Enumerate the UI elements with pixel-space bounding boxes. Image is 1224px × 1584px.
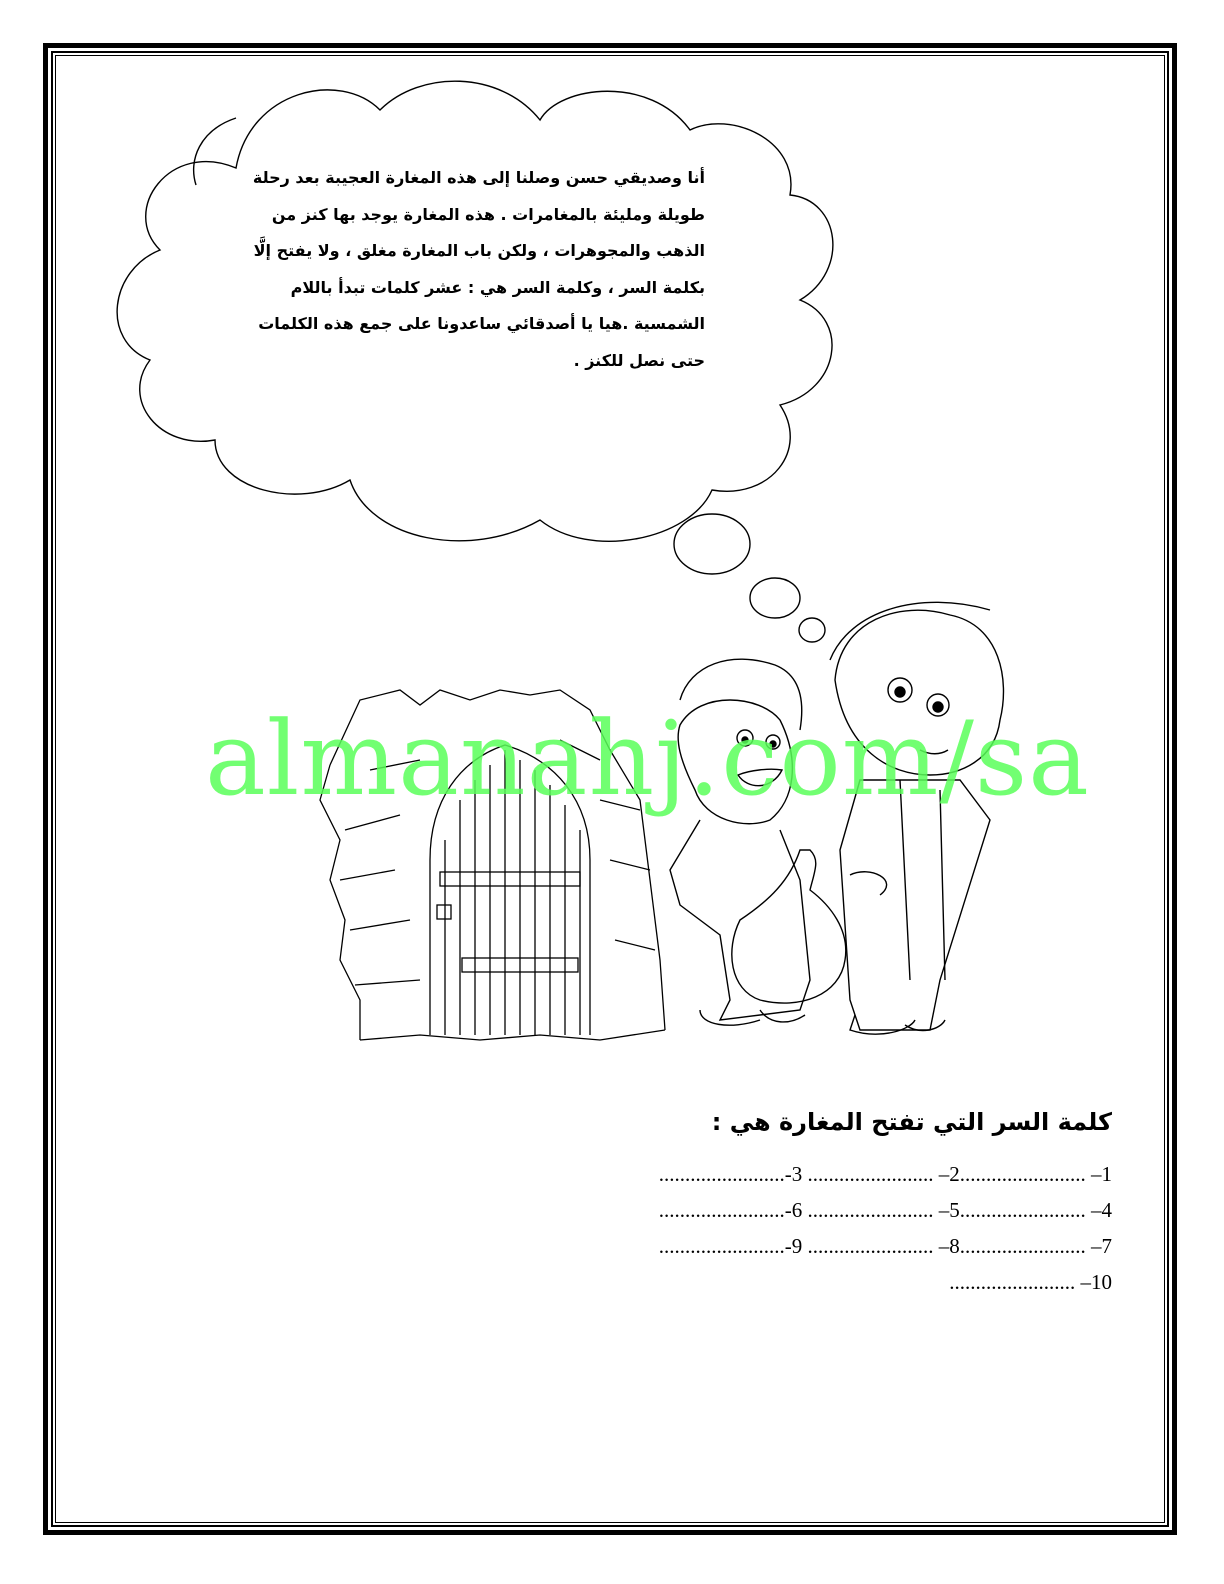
speech-line: أنا وصديقي حسن وصلنا إلى هذه المغارة العجيبة بعد رحلة <box>252 168 705 187</box>
answer-line[interactable]: ........................-9 ........................ –8........................ –7 <box>658 1234 1112 1258</box>
speech-line: بكلمة السر ، وكلمة السر هي : عشر كلمات تبدأ باللام <box>290 277 705 297</box>
answer-line[interactable]: ........................ –10 <box>949 1270 1112 1294</box>
answer-line[interactable]: ........................-6 ........................ –5........................ –4 <box>658 1198 1112 1222</box>
answer-lines <box>472 1156 1112 1300</box>
watermark: almanahj.com/sa <box>205 700 1090 819</box>
speech-line: حتى نصل للكنز . <box>573 350 705 370</box>
speech-bubble-text <box>252 160 705 379</box>
speech-line: طويلة ومليئة بالمغامرات . هذه المغارة يوجد بها كنز من <box>271 204 705 224</box>
question-heading: كلمة السر التي تفتح المغارة هي : <box>711 1108 1112 1136</box>
speech-line: الذهب والمجوهرات ، ولكن باب المغارة مغلق ، ولا يفتح إلَّا <box>253 241 705 260</box>
speech-line: الشمسية .هيا يا أصدقائي ساعدونا على جمع هذه الكلمات <box>258 314 705 333</box>
answer-line[interactable]: ........................-3 ........................ –2........................ –1 <box>658 1162 1112 1186</box>
